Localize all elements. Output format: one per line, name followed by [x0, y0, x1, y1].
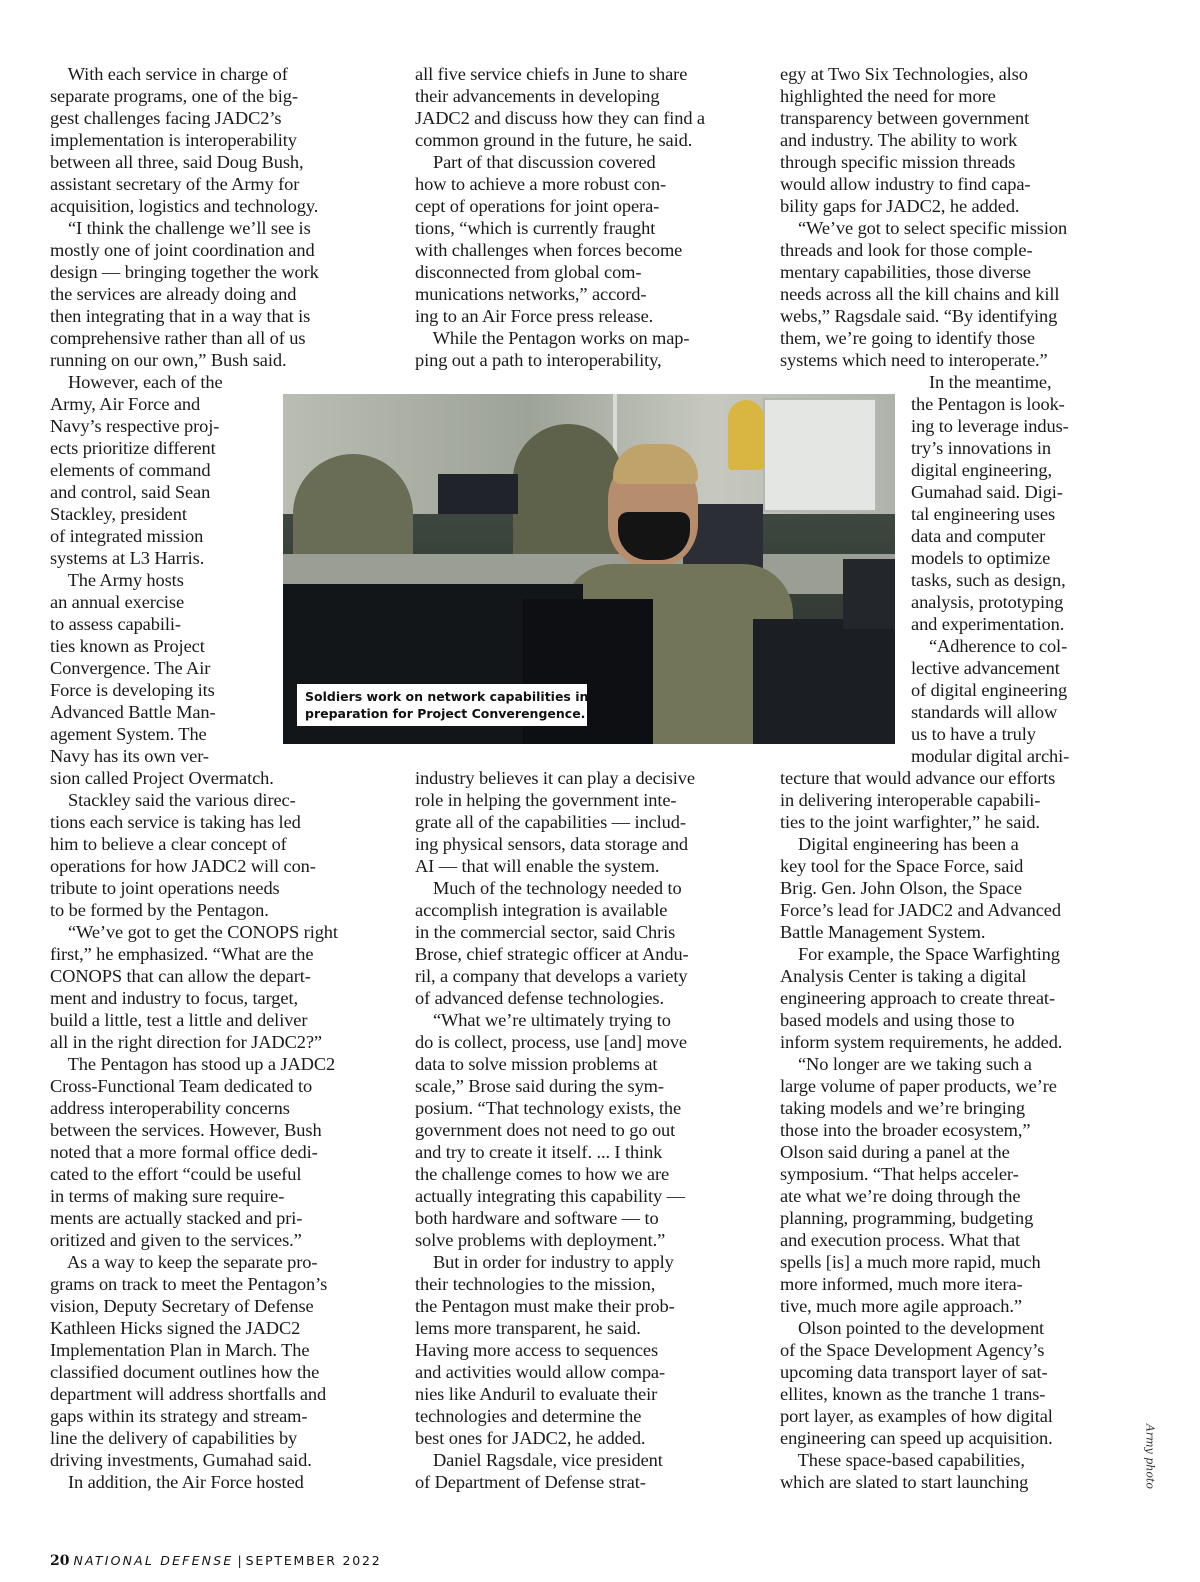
text-line: and try to create it itself. ... I think [415, 1142, 663, 1162]
text-line: In addition, the Air Force hosted [50, 1472, 304, 1492]
text-line: Olson pointed to the development [780, 1318, 1045, 1338]
text-line: then integrating that in a way that is [50, 306, 311, 326]
text-line: ellites, known as the tranche 1 trans- [780, 1384, 1046, 1404]
text-line: design — bringing together the work [50, 262, 319, 282]
text-line: try’s innovations in [911, 438, 1052, 458]
text-line: Olson said during a panel at the [780, 1142, 1010, 1162]
column-3-wrap-text [911, 371, 1069, 767]
text-line: driving investments, Gumahad said. [50, 1450, 312, 1470]
text-line: ment and industry to focus, target, [50, 988, 298, 1008]
text-line: cept of operations for joint opera- [415, 196, 660, 216]
text-line: Digital engineering has been a [780, 834, 1019, 854]
text-line: Much of the technology needed to [415, 878, 682, 898]
column-3-top-text [780, 63, 1067, 371]
text-line: bility gaps for JADC2, he added. [780, 196, 1020, 216]
text-line: “No longer are we taking such a [780, 1054, 1032, 1074]
text-line: how to achieve a more robust con- [415, 174, 667, 194]
column-3-bottom-text [780, 767, 1062, 1493]
text-line: ing to an Air Force press release. [415, 306, 654, 326]
text-line: scale,” Brose said during the sym- [415, 1076, 664, 1096]
text-line: The Army hosts [50, 570, 184, 590]
text-line: key tool for the Space Force, said [780, 856, 1024, 876]
text-line: acquisition, logistics and technology. [50, 196, 319, 216]
text-line: Stackley said the various direc- [50, 790, 296, 810]
text-line: tions each service is taking has led [50, 812, 301, 832]
text-line: him to believe a clear concept of [50, 834, 287, 854]
text-line: government does not need to go out [415, 1120, 676, 1140]
text-line: of Department of Defense strat- [415, 1472, 646, 1492]
text-line: As a way to keep the separate pro- [50, 1252, 318, 1272]
text-line: the challenge comes to how we are [415, 1164, 670, 1184]
text-line: of digital engineering [911, 680, 1068, 700]
photo-soldier-back-center [513, 424, 623, 574]
text-line: Convergence. The Air [50, 658, 211, 678]
text-line: systems which need to interoperate.” [780, 350, 1048, 370]
page-footer [50, 1553, 381, 1569]
page-number: 20 [50, 1553, 70, 1569]
text-line: transparency between government [780, 108, 1030, 128]
text-line: between the services. However, Bush [50, 1120, 322, 1140]
text-line: The Pentagon has stood up a JADC2 [50, 1054, 336, 1074]
text-line: of advanced defense technologies. [415, 988, 664, 1008]
text-line: AI — that will enable the system. [415, 856, 660, 876]
text-line: highlighted the need for more [780, 86, 996, 106]
text-line: lective advancement [911, 658, 1060, 678]
text-line: Army, Air Force and [50, 394, 201, 414]
text-line: the Pentagon must make their prob- [415, 1296, 675, 1316]
text-line: In the meantime, [911, 372, 1052, 392]
text-line: Stackley, president [50, 504, 187, 524]
text-line: taking models and we’re bringing [780, 1098, 1026, 1118]
text-line: classified document outlines how the [50, 1362, 320, 1382]
text-line: “What we’re ultimately trying to [415, 1010, 671, 1030]
text-line: industry believes it can play a decisive [415, 768, 695, 788]
text-line: in delivering interoperable capabili- [780, 790, 1041, 810]
text-line: upcoming data transport layer of sat- [780, 1362, 1048, 1382]
text-line: address interoperability concerns [50, 1098, 290, 1118]
text-line: ate what we’re doing through the [780, 1186, 1021, 1206]
text-line: actually integrating this capability — [415, 1186, 685, 1206]
text-line: agement System. The [50, 724, 207, 744]
column-2-bottom-text [415, 767, 695, 1493]
text-line: between all three, said Doug Bush, [50, 152, 304, 172]
text-line: symposium. “That helps acceler- [780, 1164, 1019, 1184]
text-line: With each service in charge of [50, 64, 288, 84]
text-line: ments are actually stacked and pri- [50, 1208, 303, 1228]
text-line: engineering can speed up acquisition. [780, 1428, 1053, 1448]
text-line: large volume of paper products, we’re [780, 1076, 1057, 1096]
text-line: ril, a company that develops a variety [415, 966, 688, 986]
text-line: ties known as Project [50, 636, 205, 656]
text-line: their technologies to the mission, [415, 1274, 656, 1294]
text-line: role in helping the government inte- [415, 790, 677, 810]
text-line: Navy’s respective proj- [50, 416, 220, 436]
text-line: standards will allow [911, 702, 1058, 722]
text-line: more informed, much more itera- [780, 1274, 1023, 1294]
text-line: posium. “That technology exists, the [415, 1098, 682, 1118]
text-line: ing physical sensors, data storage and [415, 834, 689, 854]
text-line: data and computer [911, 526, 1046, 546]
text-line: Kathleen Hicks signed the JADC2 [50, 1318, 301, 1338]
text-line: For example, the Space Warfighting [780, 944, 1060, 964]
text-line: and execution process. What that [780, 1230, 1021, 1250]
text-line: technologies and determine the [415, 1406, 642, 1426]
text-line: in terms of making sure require- [50, 1186, 285, 1206]
text-line: systems at L3 Harris. [50, 548, 205, 568]
text-line: ing to leverage indus- [911, 416, 1069, 436]
text-line: noted that a more formal office dedi- [50, 1142, 318, 1162]
text-line: ping out a path to interoperability, [415, 350, 662, 370]
text-line: Having more access to sequences [415, 1340, 659, 1360]
text-line: “We’ve got to get the CONOPS right [50, 922, 338, 942]
text-line: their advancements in developing [415, 86, 660, 106]
text-line: threads and look for those comple- [780, 240, 1033, 260]
text-line: gest challenges facing JADC2’s [50, 108, 282, 128]
text-line: through specific mission threads [780, 152, 1016, 172]
text-line: tasks, such as design, [911, 570, 1066, 590]
text-line: sion called Project Overmatch. [50, 768, 274, 788]
text-line: and activities would allow compa- [415, 1362, 666, 1382]
text-line: and experimentation. [911, 614, 1065, 634]
text-line: and industry. The ability to work [780, 130, 1018, 150]
photo-person-yellow [728, 400, 764, 470]
text-line: running on our own,” Bush said. [50, 350, 287, 370]
photo-soldier-center-mask [618, 512, 690, 560]
text-line: nies like Anduril to evaluate their [415, 1384, 658, 1404]
text-line: ects prioritize different [50, 438, 216, 458]
text-line: mentary capabilities, those diverse [780, 262, 1031, 282]
text-line: “We’ve got to select specific mission [780, 218, 1068, 238]
text-line: build a little, test a little and deliver [50, 1010, 308, 1030]
text-line: modular digital archi- [911, 746, 1070, 766]
text-line: do is collect, process, use [and] move [415, 1032, 687, 1052]
text-line: digital engineering, [911, 460, 1052, 480]
text-line: based models and using those to [780, 1010, 1015, 1030]
photo-chair [843, 559, 895, 629]
text-line: Force’s lead for JADC2 and Advanced [780, 900, 1061, 920]
text-line: best ones for JADC2, he added. [415, 1428, 646, 1448]
text-line: which are slated to start launching [780, 1472, 1029, 1492]
text-line: them, we’re going to identify those [780, 328, 1035, 348]
text-line: munications networks,” accord- [415, 284, 647, 304]
text-line: Gumahad said. Digi- [911, 482, 1063, 502]
text-line: grams on track to meet the Pentagon’s [50, 1274, 328, 1294]
text-line: CONOPS that can allow the depart- [50, 966, 311, 986]
text-line: oritized and given to the services.” [50, 1230, 302, 1250]
text-line: vision, Deputy Secretary of Defense [50, 1296, 314, 1316]
text-line: grate all of the capabilities — includ- [415, 812, 686, 832]
text-line: tions, “which is currently fraught [415, 218, 656, 238]
text-line: spells [is] a much more rapid, much [780, 1252, 1041, 1272]
text-line: both hardware and software — to [415, 1208, 659, 1228]
text-line: separate programs, one of the big- [50, 86, 298, 106]
text-line: planning, programming, budgeting [780, 1208, 1034, 1228]
column-2-top-text [415, 63, 705, 371]
photo-whiteboard [763, 398, 877, 512]
text-line: Battle Management System. [780, 922, 986, 942]
text-line: all in the right direction for JADC2?” [50, 1032, 322, 1052]
text-line: webs,” Ragsdale said. “By identifying [780, 306, 1058, 326]
text-line: needs across all the kill chains and kill [780, 284, 1060, 304]
text-line: those into the broader ecosystem,” [780, 1120, 1031, 1140]
text-line: Brig. Gen. John Olson, the Space [780, 878, 1022, 898]
text-line: egy at Two Six Technologies, also [780, 64, 1028, 84]
text-line: tecture that would advance our efforts [780, 768, 1056, 788]
text-line: of the Space Development Agency’s [780, 1340, 1045, 1360]
text-line: tive, much more agile approach.” [780, 1296, 1022, 1316]
text-line: Implementation Plan in March. The [50, 1340, 310, 1360]
text-line: department will address shortfalls and [50, 1384, 327, 1404]
text-line: models to optimize [911, 548, 1051, 568]
photo-soldier-center-hair [613, 444, 698, 484]
photo-caption [297, 684, 587, 726]
text-line: cated to the effort “could be useful [50, 1164, 302, 1184]
text-line: Part of that discussion covered [415, 152, 656, 172]
text-line: Analysis Center is taking a digital [780, 966, 1027, 986]
caption-line-1: Soldiers work on network capabilities in [305, 689, 589, 704]
text-line: Navy has its own ver- [50, 746, 209, 766]
text-line: While the Pentagon works on map- [415, 328, 690, 348]
text-line: engineering approach to create threat- [780, 988, 1055, 1008]
text-line: all five service chiefs in June to share [415, 64, 688, 84]
text-line: Cross-Functional Team dedicated to [50, 1076, 313, 1096]
text-line: first,” he emphasized. “What are the [50, 944, 314, 964]
text-line: lems more transparent, he said. [415, 1318, 641, 1338]
text-line: solve problems with deployment.” [415, 1230, 666, 1250]
text-line: implementation is interoperability [50, 130, 297, 150]
text-line: of integrated mission [50, 526, 204, 546]
photo-laptop-left [438, 474, 518, 514]
text-line: would allow industry to find capa- [780, 174, 1031, 194]
text-line: in the commercial sector, said Chris [415, 922, 676, 942]
text-line: assistant secretary of the Army for [50, 174, 300, 194]
text-line: accomplish integration is available [415, 900, 668, 920]
text-line: operations for how JADC2 will con- [50, 856, 316, 876]
text-line: JADC2 and discuss how they can find a [415, 108, 705, 128]
text-line: common ground in the future, he said. [415, 130, 693, 150]
text-line: an annual exercise [50, 592, 185, 612]
text-line: However, each of the [50, 372, 223, 392]
issue-date: SEPTEMBER 2022 [245, 1553, 382, 1568]
text-line: the Pentagon is look- [911, 394, 1065, 414]
text-line: “I think the challenge we’ll see is [50, 218, 311, 238]
text-line: These space-based capabilities, [780, 1450, 1025, 1470]
footer-separator: | [233, 1553, 246, 1568]
text-line: Brose, chief strategic officer at Andu- [415, 944, 689, 964]
text-line: to be formed by the Pentagon. [50, 900, 269, 920]
text-line: to assess capabili- [50, 614, 181, 634]
text-line: us to have a truly [911, 724, 1036, 744]
text-line: analysis, prototyping [911, 592, 1064, 612]
text-line: gaps within its strategy and stream- [50, 1406, 308, 1426]
text-line: with challenges when forces become [415, 240, 683, 260]
text-line: Advanced Battle Man- [50, 702, 216, 722]
text-line: comprehensive rather than all of us [50, 328, 306, 348]
caption-line-2: preparation for Project Converengence. [305, 706, 586, 721]
column-1-text [50, 63, 338, 1493]
text-line: tal engineering uses [911, 504, 1056, 524]
text-line: “Adherence to col- [911, 636, 1068, 656]
text-line: Daniel Ragsdale, vice president [415, 1450, 663, 1470]
text-line: disconnected from global com- [415, 262, 642, 282]
text-line: mostly one of joint coordination and [50, 240, 315, 260]
text-line: port layer, as examples of how digital [780, 1406, 1053, 1426]
text-line: But in order for industry to apply [415, 1252, 674, 1272]
text-line: inform system requirements, he added. [780, 1032, 1063, 1052]
text-line: elements of command [50, 460, 211, 480]
text-line: the services are already doing and [50, 284, 297, 304]
photo-monitor-right [753, 619, 895, 744]
magazine-name: NATIONAL DEFENSE [73, 1553, 234, 1568]
text-line: Force is developing its [50, 680, 215, 700]
text-line: tribute to joint operations needs [50, 878, 280, 898]
photo-credit: Army photo [1143, 1423, 1157, 1490]
text-line: line the delivery of capabilities by [50, 1428, 298, 1448]
text-line: and control, said Sean [50, 482, 211, 502]
text-line: data to solve mission problems at [415, 1054, 658, 1074]
text-line: ties to the joint warfighter,” he said. [780, 812, 1040, 832]
